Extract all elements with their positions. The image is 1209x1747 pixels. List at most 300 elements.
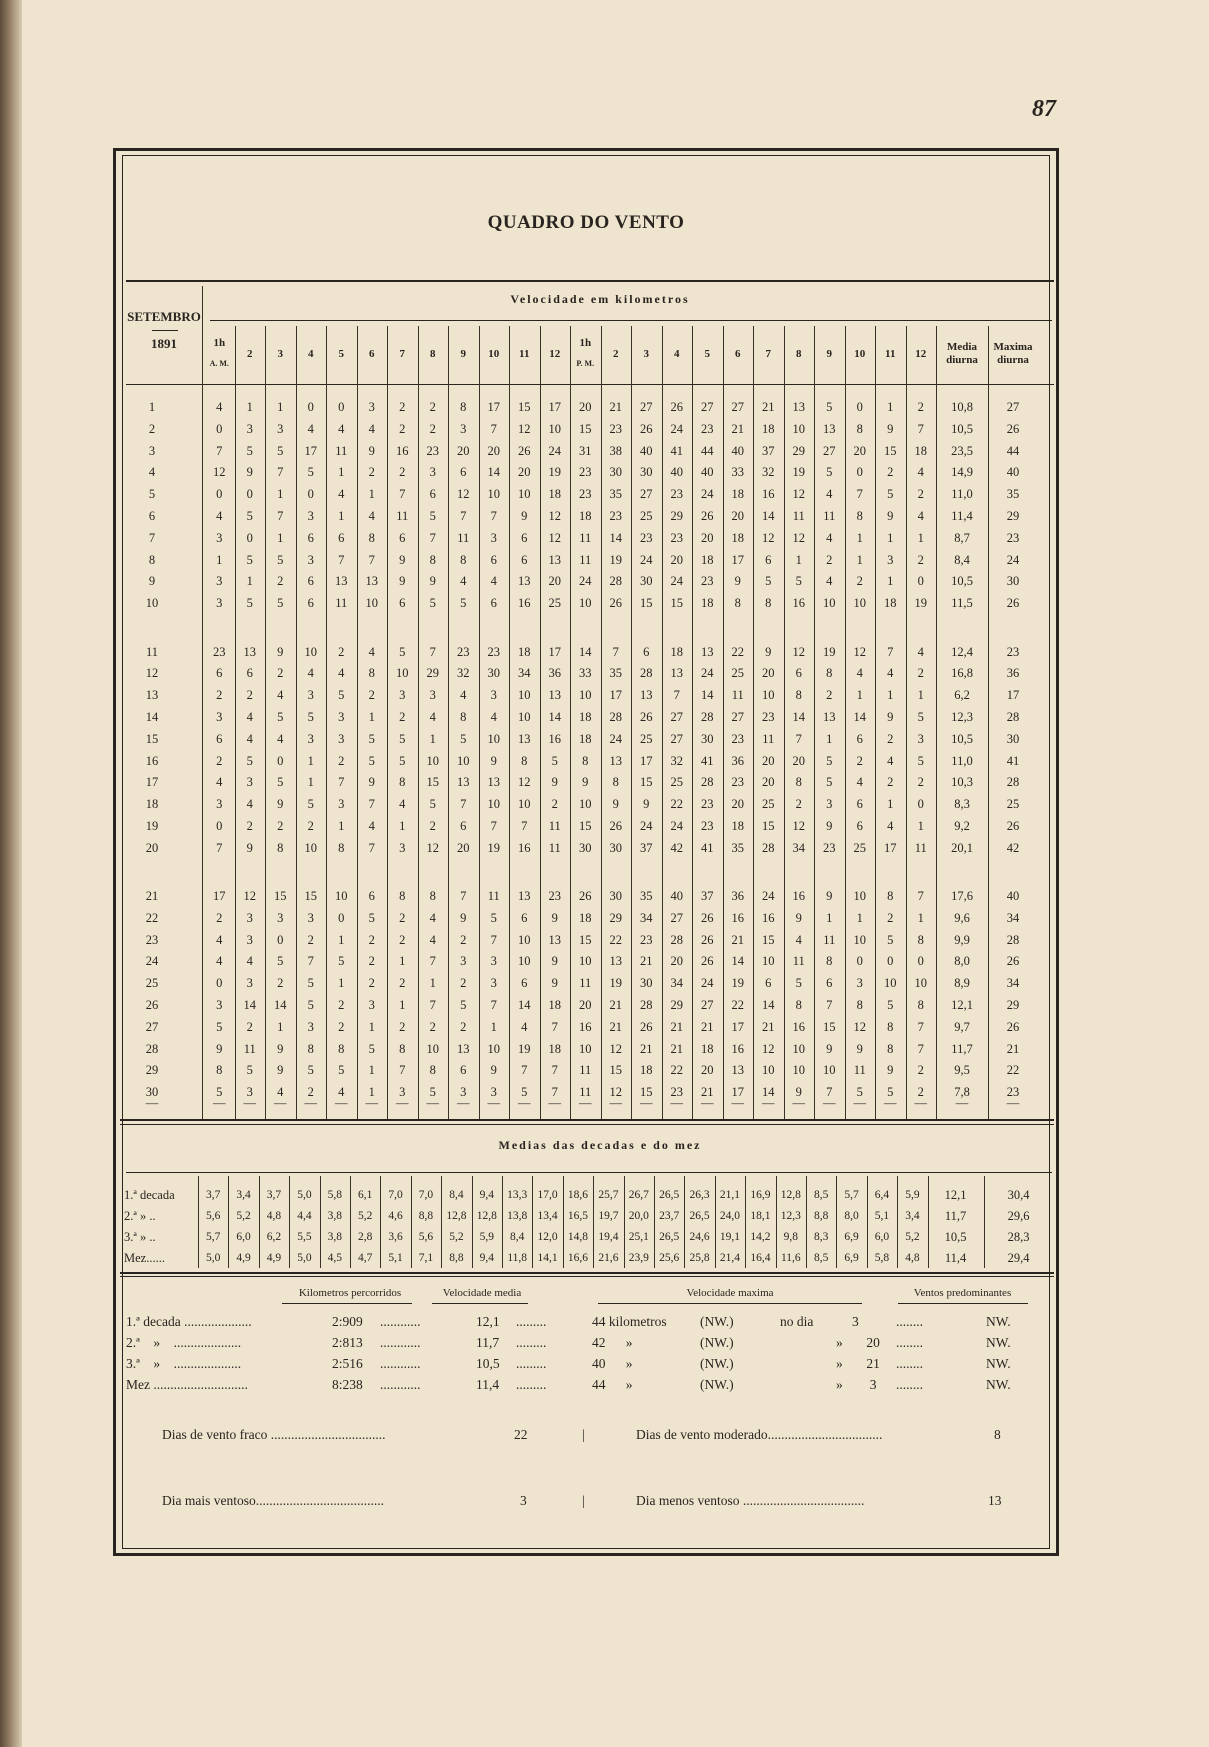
hour-value: 29 [670, 998, 683, 1012]
hour-value: 23 [640, 932, 653, 947]
hour-value: 17 [609, 688, 622, 703]
hour-value: 10 [518, 954, 531, 969]
hour-value: 15 [670, 596, 683, 611]
hour-value: 10 [487, 1041, 500, 1056]
hour-value: 2 [917, 487, 924, 502]
hour-value: 14 [548, 709, 561, 724]
day-number: 29 [145, 1063, 159, 1078]
hour-value: 2 [917, 552, 924, 567]
hour-value: 6 [246, 666, 253, 681]
hour-value: 8 [795, 775, 802, 790]
hour-value: 23 [670, 1085, 683, 1100]
dash-row: — [335, 1096, 348, 1110]
hour-header: 9 [826, 348, 832, 360]
hour-value: 14 [487, 465, 500, 480]
hour-value: 3 [216, 596, 223, 611]
hour-value: 2 [399, 709, 406, 724]
hour-header-period: A. M. [209, 359, 229, 368]
hour-value: 23 [762, 709, 775, 724]
hour-value: 5 [246, 596, 253, 611]
decade-hour-mean: 5,5 [297, 1231, 312, 1243]
summary-row-label: 1.ª decada .................... [126, 1314, 252, 1329]
hour-value: 9 [887, 509, 894, 523]
footer-separator: | [582, 1493, 585, 1508]
hour-value: 5 [429, 797, 436, 812]
hour-value: 4 [368, 818, 375, 833]
summary-day: 3 [852, 1314, 859, 1329]
hour-value: 12 [853, 1019, 866, 1034]
hour-value: 8 [795, 688, 802, 703]
hour-value: 0 [277, 753, 284, 768]
hour-value: 20 [701, 530, 714, 545]
decade-hour-mean: 6,0 [874, 1231, 890, 1243]
hour-value: 6 [795, 666, 802, 681]
day-number: 14 [145, 709, 159, 724]
hour-value: 3 [460, 1085, 467, 1100]
media-value: 23,5 [951, 443, 973, 458]
hour-value: 2 [277, 574, 284, 589]
hour-value: 10 [426, 753, 439, 768]
hour-value: 4 [246, 797, 253, 812]
hour-value: 4 [246, 731, 253, 746]
hour-value: 13 [518, 731, 531, 746]
hour-value: 4 [338, 1085, 345, 1100]
decade-maxima: 29,4 [1007, 1251, 1030, 1265]
hour-value: 1 [490, 1019, 497, 1034]
hour-value: 15 [884, 443, 897, 458]
hour-value: 0 [307, 487, 314, 502]
hour-value: 8 [399, 889, 406, 903]
hour-value: 32 [762, 465, 775, 480]
hour-value: 6 [368, 889, 375, 903]
decade-hour-mean: 26,5 [659, 1189, 680, 1201]
hour-value: 9 [826, 889, 833, 903]
hour-value: 16 [518, 840, 531, 855]
hour-value: 40 [670, 465, 683, 480]
hour-value: 2 [887, 465, 894, 480]
hour-value: 16 [792, 1019, 805, 1034]
hour-value: 27 [731, 709, 744, 724]
hour-value: 30 [487, 666, 500, 681]
decade-hour-mean: 24,6 [689, 1231, 710, 1243]
hour-value: 3 [277, 421, 284, 436]
hour-value: 10 [579, 797, 592, 812]
hour-header: 1h [213, 337, 226, 349]
hour-value: 1 [368, 1085, 375, 1100]
summary-wind: NW. [986, 1335, 1011, 1350]
decade-hour-mean: 6,1 [358, 1189, 373, 1201]
hour-value: 30 [609, 840, 622, 855]
hour-value: 10 [579, 596, 592, 611]
year-label: 1891 [151, 336, 177, 351]
hour-value: 5 [826, 753, 833, 768]
hour-value: 15 [609, 1063, 622, 1078]
hour-value: 6 [216, 731, 223, 746]
hour-value: 13 [335, 574, 348, 589]
decade-hour-mean: 12,8 [780, 1189, 801, 1201]
hour-value: 10 [762, 954, 775, 969]
hour-value: 28 [609, 709, 622, 724]
day-number: 18 [145, 797, 159, 812]
hour-value: 8 [521, 753, 528, 768]
hour-value: 1 [338, 818, 345, 833]
hour-value: 7 [490, 421, 497, 436]
summary-km-header: Kilometros percorridos [298, 1287, 402, 1299]
decade-hour-mean: 14,8 [567, 1231, 589, 1243]
hour-value: 19 [609, 552, 622, 567]
hour-value: 2 [551, 797, 558, 812]
hour-value: 3 [399, 1085, 406, 1100]
decade-hour-mean: 5,0 [297, 1189, 312, 1201]
hour-value: 3 [338, 731, 345, 746]
hour-value: 29 [426, 666, 439, 681]
hour-value: 10 [792, 421, 805, 436]
summary-km-underline [282, 1303, 412, 1304]
hour-value: 18 [640, 1063, 653, 1078]
hour-value: 8 [826, 666, 833, 681]
hour-value: 10 [518, 797, 531, 812]
day-number: 13 [145, 688, 159, 703]
hour-value: 7 [368, 797, 375, 812]
hour-value: 11 [853, 1063, 866, 1078]
hour-value: 0 [338, 910, 345, 925]
hour-value: 28 [609, 574, 622, 589]
hour-value: 5 [490, 910, 497, 925]
hour-value: 22 [731, 644, 744, 659]
decade-hour-mean: 6,4 [874, 1189, 890, 1201]
hour-value: 11 [548, 840, 561, 855]
maxima-value: 24 [1006, 552, 1020, 567]
hour-value: 12 [548, 530, 561, 545]
hour-value: 11 [335, 596, 348, 611]
hour-value: 16 [762, 487, 775, 502]
hour-value: 19 [792, 465, 805, 480]
decade-label: Mez...... [124, 1251, 165, 1265]
hour-value: 3 [307, 910, 314, 925]
hour-value: 2 [429, 400, 436, 414]
hour-value: 9 [368, 775, 375, 790]
hour-value: 9 [399, 552, 406, 567]
hour-value: 18 [914, 443, 927, 458]
hour-value: 5 [277, 709, 284, 724]
hour-value: 9 [826, 1041, 833, 1056]
dash-row: — [955, 1096, 969, 1110]
hour-value: 16 [396, 443, 409, 458]
hour-value: 35 [609, 487, 622, 502]
dash-row: — [609, 1096, 622, 1110]
hour-value: 1 [887, 797, 894, 812]
dash-row: — [426, 1096, 439, 1110]
hour-value: 3 [399, 688, 406, 703]
hour-value: 15 [579, 932, 592, 947]
decade-hour-mean: 5,1 [388, 1252, 403, 1264]
hour-value: 10 [518, 709, 531, 724]
decade-hour-mean: 16,4 [750, 1252, 771, 1264]
hour-value: 26 [640, 421, 653, 436]
hour-value: 2 [277, 976, 284, 991]
hour-value: 16 [548, 731, 561, 746]
summary-leader: ......... [516, 1377, 547, 1392]
hour-value: 8 [277, 840, 284, 855]
hour-value: 6 [307, 530, 314, 545]
media-value: 9,5 [954, 1063, 970, 1078]
decade-hour-mean: 19,7 [598, 1210, 619, 1222]
hour-value: 14 [762, 998, 775, 1012]
hour-value: 12 [792, 530, 805, 545]
hour-value: 14 [579, 644, 592, 659]
decade-hour-mean: 5,2 [449, 1231, 464, 1243]
hour-value: 7 [338, 552, 345, 567]
maxima-value: 23 [1006, 530, 1020, 545]
hour-value: 25 [640, 731, 653, 746]
hour-value: 21 [731, 932, 744, 947]
decade-hour-mean: 7,0 [388, 1189, 403, 1201]
hour-header: 7 [765, 348, 771, 360]
hour-value: 9 [246, 465, 253, 480]
hour-value: 15 [274, 889, 287, 903]
summary-leader: ............ [380, 1314, 421, 1329]
hour-value: 20 [670, 552, 683, 567]
hour-value: 1 [917, 910, 924, 925]
decade-hour-mean: 20,0 [628, 1210, 649, 1222]
hour-value: 2 [399, 465, 406, 480]
decade-hour-mean: 6,9 [844, 1252, 859, 1264]
hour-value: 1 [887, 574, 894, 589]
hour-value: 10 [487, 487, 500, 502]
hour-value: 3 [307, 1019, 314, 1034]
hour-value: 2 [887, 775, 894, 790]
hour-value: 13 [518, 889, 531, 903]
month-label: SETEMBRO [127, 309, 201, 324]
hour-value: 5 [795, 574, 802, 589]
hour-value: 23 [548, 889, 561, 903]
hour-value: 25 [762, 797, 775, 812]
hour-value: 2 [826, 688, 833, 703]
hour-value: 26 [640, 709, 653, 724]
decade-hour-mean: 14,1 [537, 1252, 558, 1264]
hour-value: 9 [246, 840, 253, 855]
hour-value: 3 [460, 421, 467, 436]
hour-value: 10 [518, 932, 531, 947]
hour-value: 14 [762, 1085, 775, 1100]
hour-value: 18 [579, 709, 592, 724]
hour-value: 17 [304, 443, 317, 458]
maxima-value: 25 [1006, 797, 1020, 812]
hour-value: 7 [887, 644, 894, 659]
hour-value: 5 [338, 954, 345, 969]
hour-value: 4 [490, 574, 497, 589]
decade-hour-mean: 5,9 [479, 1231, 494, 1243]
decade-hour-mean: 8,5 [814, 1252, 829, 1264]
hour-value: 3 [246, 910, 253, 925]
hour-value: 18 [762, 421, 775, 436]
hour-value: 1 [307, 753, 314, 768]
hour-value: 0 [307, 400, 314, 414]
hour-value: 12 [518, 421, 531, 436]
decade-hour-mean: 18,1 [750, 1210, 771, 1222]
hour-header: 1h [579, 337, 592, 349]
decade-hour-mean: 25,7 [598, 1189, 619, 1201]
hour-value: 1 [826, 910, 833, 925]
hour-value: 23 [670, 487, 683, 502]
hour-value: 20 [792, 753, 805, 768]
summary-day: » 20 [836, 1335, 880, 1350]
hour-value: 11 [487, 889, 500, 903]
decade-hour-mean: 25,6 [659, 1252, 680, 1264]
hour-value: 29 [609, 910, 622, 925]
hour-value: 2 [917, 400, 924, 414]
hour-value: 21 [701, 1085, 714, 1100]
decade-hour-mean: 7,1 [418, 1252, 434, 1264]
decade-hour-mean: 16,9 [750, 1189, 771, 1201]
dash-row: — [731, 1096, 744, 1110]
hour-value: 27 [670, 709, 683, 724]
hour-value: 4 [856, 775, 863, 790]
dash-row: — [1006, 1096, 1020, 1110]
summary-km: 2:909 [332, 1314, 363, 1329]
media-value: 10,5 [951, 574, 973, 589]
hour-value: 7 [673, 688, 680, 703]
hour-value: 4 [216, 775, 223, 790]
hour-value: 1 [887, 400, 894, 414]
hour-value: 29 [792, 443, 805, 458]
hour-value: 8 [399, 1041, 406, 1056]
hour-value: 8 [338, 1041, 345, 1056]
hour-value: 27 [640, 400, 653, 414]
hour-value: 36 [731, 889, 744, 903]
hour-value: 4 [887, 818, 894, 833]
hour-value: 10 [853, 889, 866, 903]
hour-value: 11 [579, 552, 592, 567]
hour-value: 15 [579, 421, 592, 436]
footer-ventoso-value: 3 [520, 1493, 527, 1508]
dash-row: — [365, 1096, 378, 1110]
hour-value: 5 [460, 998, 467, 1012]
hour-value: 9 [795, 1085, 802, 1100]
maxima-value: 23 [1006, 644, 1020, 659]
hour-value: 3 [216, 998, 223, 1012]
decade-hour-mean: 3,7 [266, 1189, 282, 1201]
hour-value: 18 [884, 596, 897, 611]
hour-value: 11 [579, 1063, 592, 1078]
hour-value: 7 [917, 1019, 924, 1034]
decade-hour-mean: 18,6 [567, 1189, 589, 1201]
hour-header: 12 [549, 348, 561, 360]
hour-value: 1 [826, 731, 833, 746]
hour-value: 5 [216, 1019, 223, 1034]
hour-value: 7 [368, 840, 375, 855]
table-bottom-rule [120, 1119, 1054, 1121]
day-number: 17 [145, 775, 159, 790]
day-number: 10 [145, 596, 159, 611]
hour-value: 23 [487, 644, 500, 659]
hour-value: 5 [368, 731, 375, 746]
hour-value: 13 [731, 1063, 744, 1078]
hour-value: 27 [731, 400, 744, 414]
decade-hour-mean: 12,8 [446, 1210, 467, 1222]
hour-value: 1 [368, 487, 375, 502]
hour-value: 12 [792, 818, 805, 833]
decade-hour-mean: 13,4 [537, 1210, 558, 1222]
hour-value: 18 [579, 731, 592, 746]
day-number: 3 [148, 443, 156, 458]
hour-value: 2 [460, 976, 467, 991]
footer-ventoso-label: Dia mais ventoso...................................... [162, 1493, 384, 1508]
hour-value: 5 [307, 1063, 314, 1078]
hour-value: 24 [640, 818, 653, 833]
hour-value: 37 [701, 889, 714, 903]
hour-value: 6 [856, 797, 863, 812]
media-value: 8,7 [954, 530, 970, 545]
hour-value: 11 [823, 509, 836, 523]
hour-value: 18 [701, 1041, 714, 1056]
hour-value: 5 [551, 753, 558, 768]
media-value: 8,0 [954, 954, 970, 969]
hour-value: 2 [917, 1063, 924, 1078]
hour-value: 9 [399, 574, 406, 589]
hour-value: 14 [274, 998, 287, 1012]
hour-value: 8 [765, 596, 772, 611]
hour-value: 5 [399, 753, 406, 768]
hour-value: 10 [365, 596, 378, 611]
hour-value: 23 [823, 840, 836, 855]
decade-hour-mean: 16,5 [567, 1210, 589, 1222]
hour-header: 11 [519, 348, 530, 360]
hour-value: 1 [368, 1019, 375, 1034]
hour-value: 38 [609, 443, 622, 458]
hour-value: 15 [823, 1019, 836, 1034]
hour-value: 11 [762, 731, 775, 746]
maxima-value: 30 [1006, 731, 1020, 746]
hour-value: 10 [853, 932, 866, 947]
hour-value: 13 [457, 775, 470, 790]
hour-value: 5 [368, 1041, 375, 1056]
hour-value: 12 [426, 840, 439, 855]
maxima-value: 17 [1006, 688, 1020, 703]
maxima-value: 41 [1006, 753, 1020, 768]
hour-value: 23 [731, 731, 744, 746]
hour-value: 4 [307, 421, 314, 436]
decade-label: 2.ª » .. [124, 1209, 156, 1223]
decade-media: 12,1 [944, 1188, 967, 1202]
hour-value: 23 [457, 644, 470, 659]
hour-value: 5 [460, 596, 467, 611]
decade-hour-mean: 5,2 [358, 1210, 373, 1222]
decade-hour-mean: 5,2 [905, 1231, 920, 1243]
hour-value: 11 [792, 509, 805, 523]
day-number: 4 [148, 465, 156, 480]
hour-value: 5 [368, 910, 375, 925]
hour-value: 18 [548, 487, 561, 502]
hour-value: 7 [368, 552, 375, 567]
dash-row: — [487, 1096, 500, 1110]
hour-value: 6 [307, 574, 314, 589]
hour-value: 2 [399, 421, 406, 436]
decade-hour-mean: 3,4 [236, 1189, 251, 1201]
hour-value: 4 [246, 709, 253, 724]
hour-value: 17 [731, 1085, 744, 1100]
footer-menos-value: 13 [988, 1493, 1002, 1508]
hour-value: 13 [518, 574, 531, 589]
header-rule [126, 280, 1054, 282]
hour-value: 26 [701, 910, 714, 925]
hour-value: 9 [521, 509, 528, 523]
media-value: 11,0 [951, 487, 973, 502]
hour-value: 23 [701, 421, 714, 436]
hour-value: 13 [243, 644, 256, 659]
hour-value: 27 [701, 998, 714, 1012]
hour-value: 3 [490, 954, 497, 969]
